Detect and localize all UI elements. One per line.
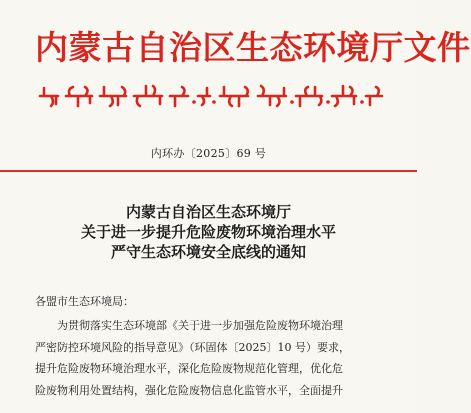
mongolian-script-title [36, 82, 385, 110]
body-line: 严密防控环境风险的指导意见》（环固体〔2025〕10 号）要求， [35, 340, 350, 354]
notice-title [0, 202, 417, 262]
document-header-title: 内蒙古自治区生态环境厅文件 [35, 28, 471, 67]
body-text [35, 315, 391, 401]
body-line: 为贯彻落实生态环境部《关于进一步加强危险废物环境治理 [57, 319, 343, 332]
body-line: 险废物利用处置结构，强化危险废物信息化监管水平，全面提升 [35, 383, 343, 397]
notice-title-line: 内蒙古自治区生态环境厅 [125, 203, 291, 221]
mongolian-script-graphic [36, 82, 385, 110]
notice-title-line: 关于进一步提升危险废物环境治理水平 [80, 223, 336, 241]
body-line: 提升危险废物环境治理水平，深化危险废物规范化管理，优化危 [35, 362, 343, 375]
document-number: 内环办〔2025〕69 号 [150, 147, 267, 160]
salutation: 各盟市生态环境局： [35, 295, 134, 308]
red-divider-line [0, 170, 417, 172]
notice-title-line: 严守生态环境安全底线的通知 [110, 243, 306, 261]
